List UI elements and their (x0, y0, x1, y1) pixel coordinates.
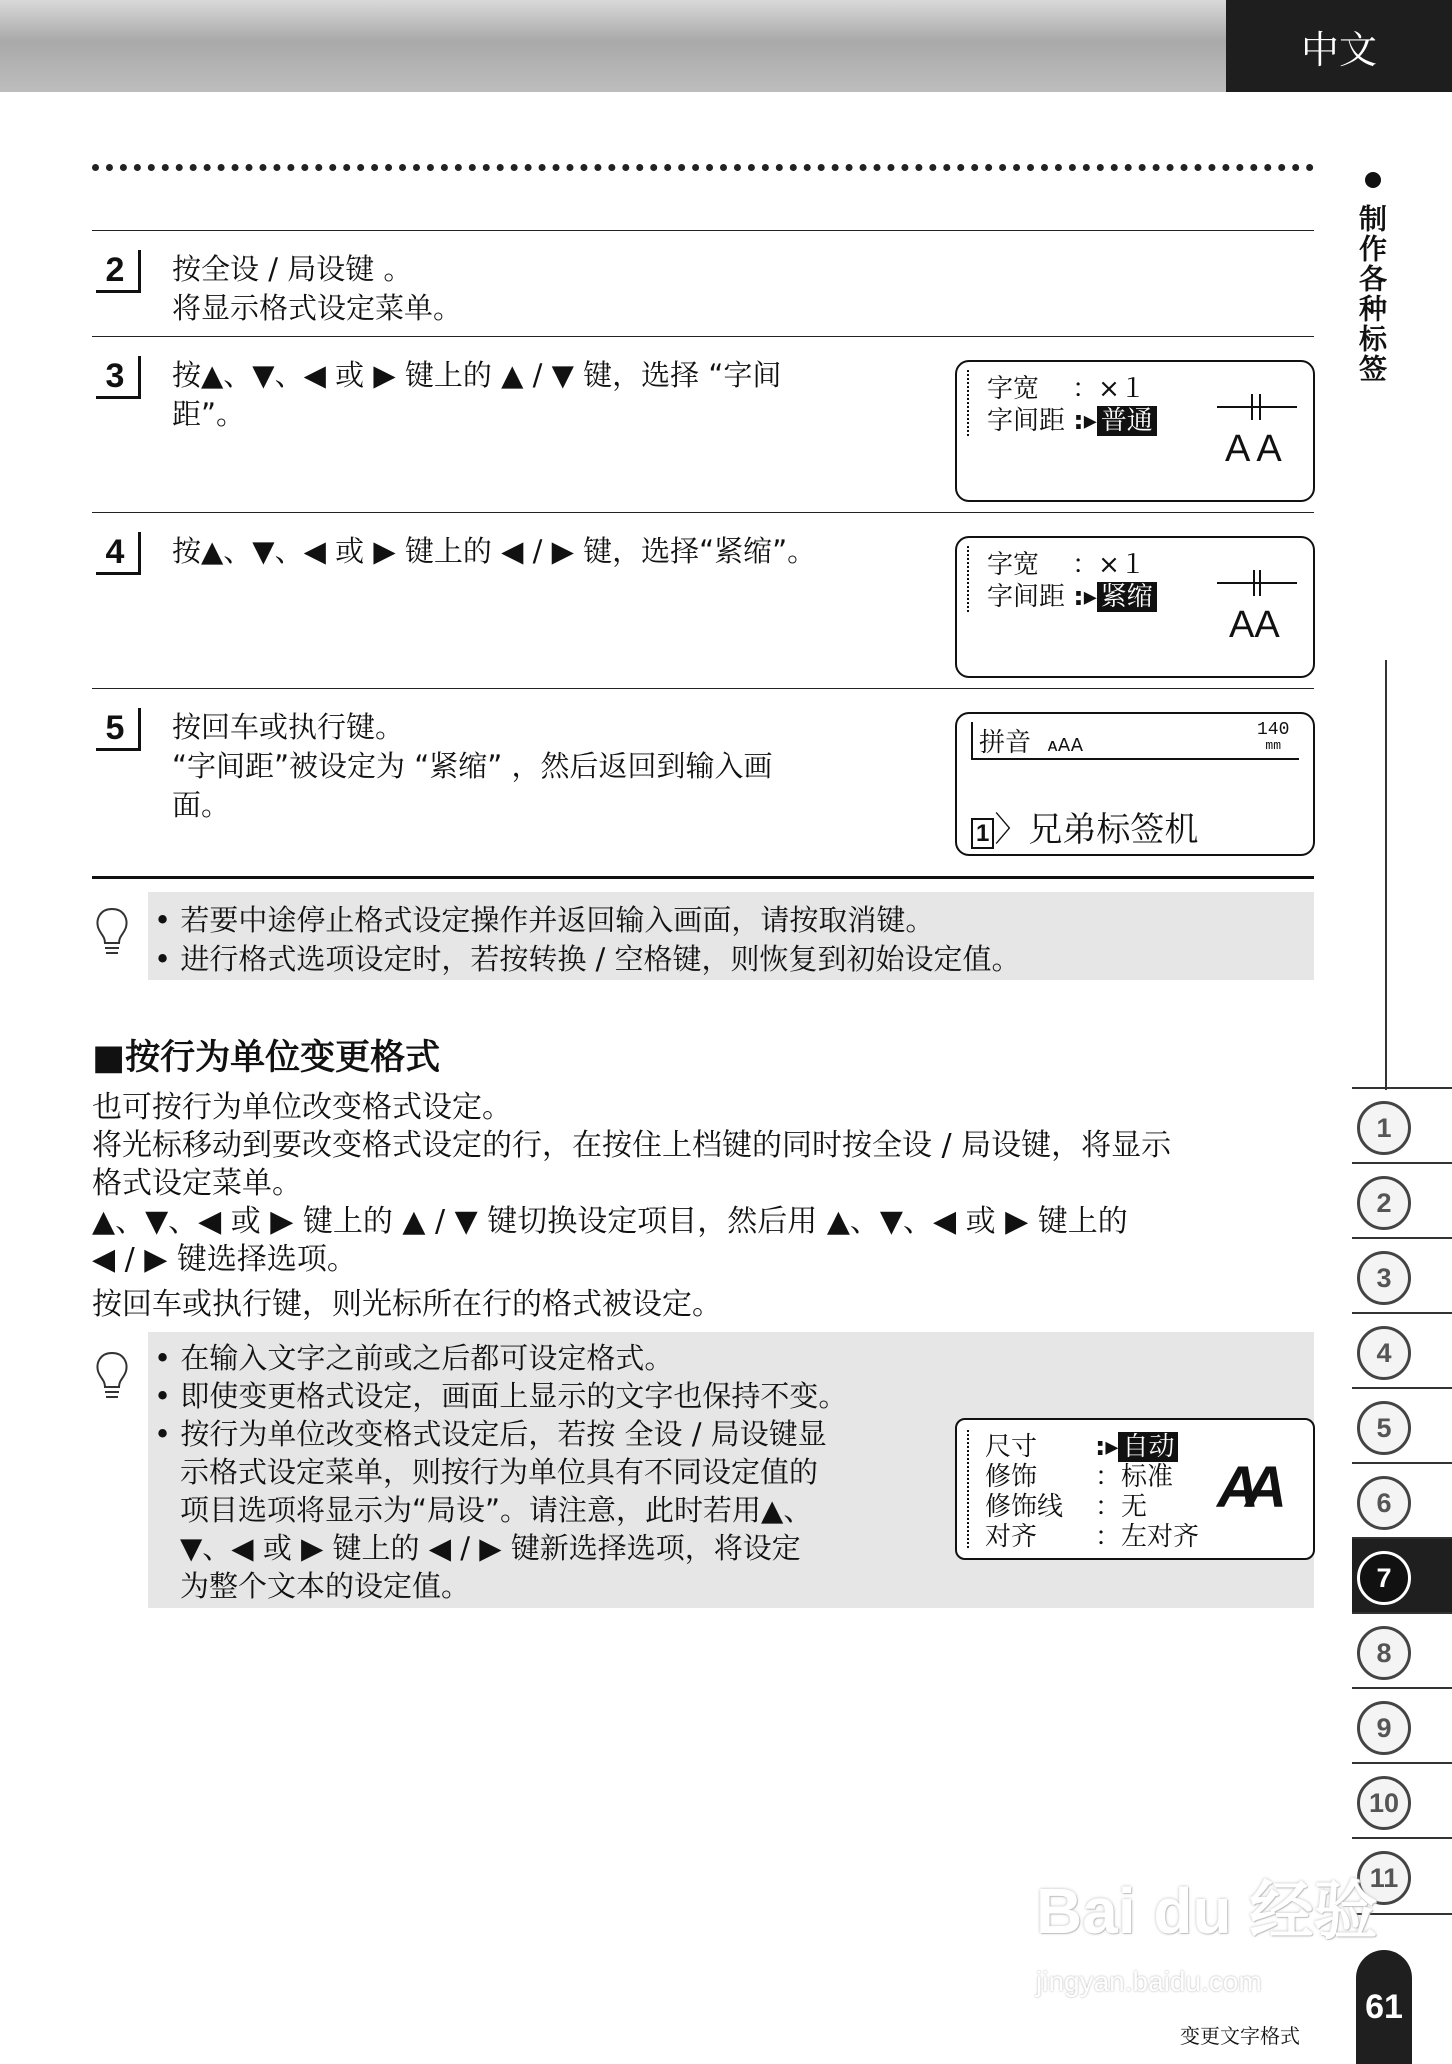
lcd-selected-value: 紧缩 (1097, 582, 1157, 612)
hint-line: • 即使变更格式设定，画面上显示的文字也保持不变。 (154, 1379, 848, 1413)
hint-line: • 若要中途停止格式设定操作并返回输入画面，请按取消键。 (154, 903, 935, 937)
lcd-row (985, 1516, 1199, 1553)
body-line: 也可按行为单位改变格式设定。 (92, 1090, 512, 1125)
scroll-indicator (967, 546, 969, 612)
chapter-number: 7 (1357, 1551, 1411, 1605)
tape-length (1257, 722, 1289, 754)
lcd-value: ：标准 (1095, 1462, 1174, 1492)
step-line: 距”。 (172, 397, 246, 431)
step-line: 面。 (172, 788, 231, 822)
line-number-badge: 1 (971, 818, 994, 849)
chapter-tab-7[interactable] (1352, 1537, 1452, 1613)
step-divider (92, 512, 1314, 513)
watermark-logo: Bai du 经验 (1036, 1875, 1378, 1947)
spacing-arrows-icon (1217, 392, 1297, 422)
text-preview: AA (1217, 1455, 1273, 1520)
lcd-screen-step5 (955, 712, 1315, 856)
step-number: 2 (96, 250, 141, 293)
line-marker-icon: 〉 (994, 810, 1029, 850)
side-section-title: 制作各种标签 (1355, 204, 1388, 384)
chapter-number: 4 (1357, 1326, 1411, 1380)
step-line: 按回车或执行键。 (172, 710, 405, 744)
footer-section-name: 变更文字格式 (1180, 2024, 1300, 2048)
lcd-label: 字宽 (987, 374, 1040, 404)
top-banner (0, 0, 1226, 92)
lcd-row: 字间距 :▸ 紧缩 (987, 576, 1157, 613)
lcd-screen-step3 (955, 360, 1315, 502)
step-number: 3 (96, 356, 141, 399)
step-text (172, 708, 773, 825)
input-mode: 拼音 (979, 728, 1032, 758)
spacing-arrows-icon (1217, 568, 1297, 598)
lcd-row: 尺寸 :▸ 自动 (985, 1426, 1178, 1463)
section-title: ■按行为单位变更格式 (92, 1038, 441, 1078)
hint-line: 为整个文本的设定值。 (180, 1569, 471, 1603)
lcd-text-line (971, 802, 1198, 851)
hint-line: • 按行为单位改变格式设定后，若按 全设 / 局设键显 (154, 1417, 827, 1451)
step-divider (92, 688, 1314, 689)
body-line: 按回车或执行键，则光标所在行的格式被设定。 (92, 1287, 722, 1322)
label-text: 兄弟标签机 (1028, 810, 1199, 850)
lightbulb-icon (94, 906, 130, 958)
page-number: 61 (1356, 1950, 1412, 2064)
hint-line: • 在输入文字之前或之后都可设定格式。 (154, 1341, 674, 1375)
step-line: 按▲、▼、◀ 或 ▶ 键上的 ◀ / ▶ 键，选择“紧缩”。 (172, 534, 817, 568)
chapter-number: 2 (1357, 1176, 1411, 1230)
hint-line: ▼、◀ 或 ▶ 键上的 ◀ / ▶ 键新选择选项，将设定 (180, 1531, 801, 1565)
step-line: “字间距”被设定为 “紧缩” ，然后返回到输入画 (172, 749, 773, 783)
chapter-number: 10 (1357, 1776, 1411, 1830)
chapter-number: 11 (1357, 1851, 1411, 1905)
step-text (172, 250, 462, 328)
step-divider (92, 230, 1314, 231)
section-end-divider (92, 876, 1314, 879)
body-line: 将光标移动到要改变格式设定的行，在按住上档键的同时按全设 / 局设键，将显示 (92, 1128, 1172, 1163)
lcd-selected-value: 普通 (1097, 406, 1157, 436)
chapter-number: 9 (1357, 1701, 1411, 1755)
language-tab: 中文 (1226, 0, 1452, 92)
chapter-tab-8[interactable] (1352, 1612, 1452, 1688)
chapter-tab-6[interactable] (1352, 1462, 1452, 1538)
side-divider-line (1385, 660, 1387, 1090)
lcd-status-bar (971, 722, 1299, 760)
body-line: 格式设定菜单。 (92, 1166, 302, 1201)
step-line: 按全设 / 局设键 。 (172, 252, 413, 286)
step-line: 将显示格式设定菜单。 (172, 291, 463, 325)
step-line: 按▲、▼、◀ 或 ▶ 键上的 ▲ / ▼ 键，选择 “字间 (172, 358, 782, 392)
chapter-tab-10[interactable] (1352, 1762, 1452, 1838)
lightbulb-icon (94, 1350, 130, 1402)
lcd-value: ：×１ (1072, 374, 1146, 404)
dotted-divider (92, 164, 1314, 171)
scroll-indicator (967, 1430, 969, 1548)
chapter-number: 3 (1357, 1251, 1411, 1305)
lcd-label: 字宽 (987, 550, 1040, 580)
lcd-value: ：左对齐 (1095, 1522, 1200, 1552)
watermark-url: jingyan.baidu.com (1036, 1966, 1262, 1997)
step-divider (92, 336, 1314, 337)
lcd-label: 对齐 (985, 1522, 1038, 1552)
lcd-row: 字间距 :▸ 普通 (987, 400, 1157, 437)
hint-line: 示格式设定菜单，则按行为单位具有不同设定值的 (180, 1455, 819, 1489)
hint-line: 项目选项将显示为“局设”。请注意，此时若用▲、 (180, 1493, 813, 1527)
step-number: 4 (96, 532, 141, 575)
lcd-label: 修饰线 (985, 1492, 1064, 1522)
lcd-label: 尺寸 (985, 1432, 1038, 1462)
scroll-indicator (967, 370, 969, 436)
hint-box (148, 892, 1314, 980)
hint-line: • 进行格式选项设定时，若按转换 / 空格键，则恢复到初始设定值。 (154, 942, 1021, 976)
step-text (172, 356, 781, 434)
lcd-selected-value: 自动 (1118, 1432, 1178, 1462)
chapter-number: 1 (1357, 1101, 1411, 1155)
lcd-label: 字间距 (987, 406, 1066, 436)
tape-length-unit: mm (1265, 738, 1281, 753)
text-preview: AA (1225, 428, 1288, 470)
lcd-screen-step4 (955, 536, 1315, 678)
lcd-label: 修饰 (985, 1462, 1038, 1492)
lcd-label: 字间距 (987, 582, 1066, 612)
chapter-tab-5[interactable] (1352, 1387, 1452, 1463)
body-line: ▲、▼、◀ 或 ▶ 键上的 ▲ / ▼ 键切换设定项目，然后用 ▲、▼、◀ 或 ▶ 键上的 (92, 1204, 1128, 1239)
chapter-number: 5 (1357, 1401, 1411, 1455)
chapter-tab-1[interactable] (1352, 1087, 1452, 1163)
chapter-number: 8 (1357, 1626, 1411, 1680)
body-line: ◀ / ▶ 键选择选项。 (92, 1242, 357, 1277)
text-preview: AA (1229, 604, 1280, 646)
lcd-screen-format-menu (955, 1418, 1315, 1560)
step-number: 5 (96, 708, 141, 751)
lcd-value: ：无 (1095, 1492, 1148, 1522)
chapter-tab-4[interactable] (1352, 1312, 1452, 1388)
lcd-value: ：×１ (1072, 550, 1146, 580)
chapter-tab-2[interactable] (1352, 1162, 1452, 1238)
chapter-tab-3[interactable] (1352, 1237, 1452, 1313)
chapter-number: 6 (1357, 1476, 1411, 1530)
step-text (172, 532, 816, 571)
chapter-tab-9[interactable] (1352, 1687, 1452, 1763)
side-bullet-icon (1365, 172, 1381, 188)
font-style-icon: ᴀAA (1047, 735, 1084, 756)
tape-length-value: 140 (1257, 720, 1290, 740)
